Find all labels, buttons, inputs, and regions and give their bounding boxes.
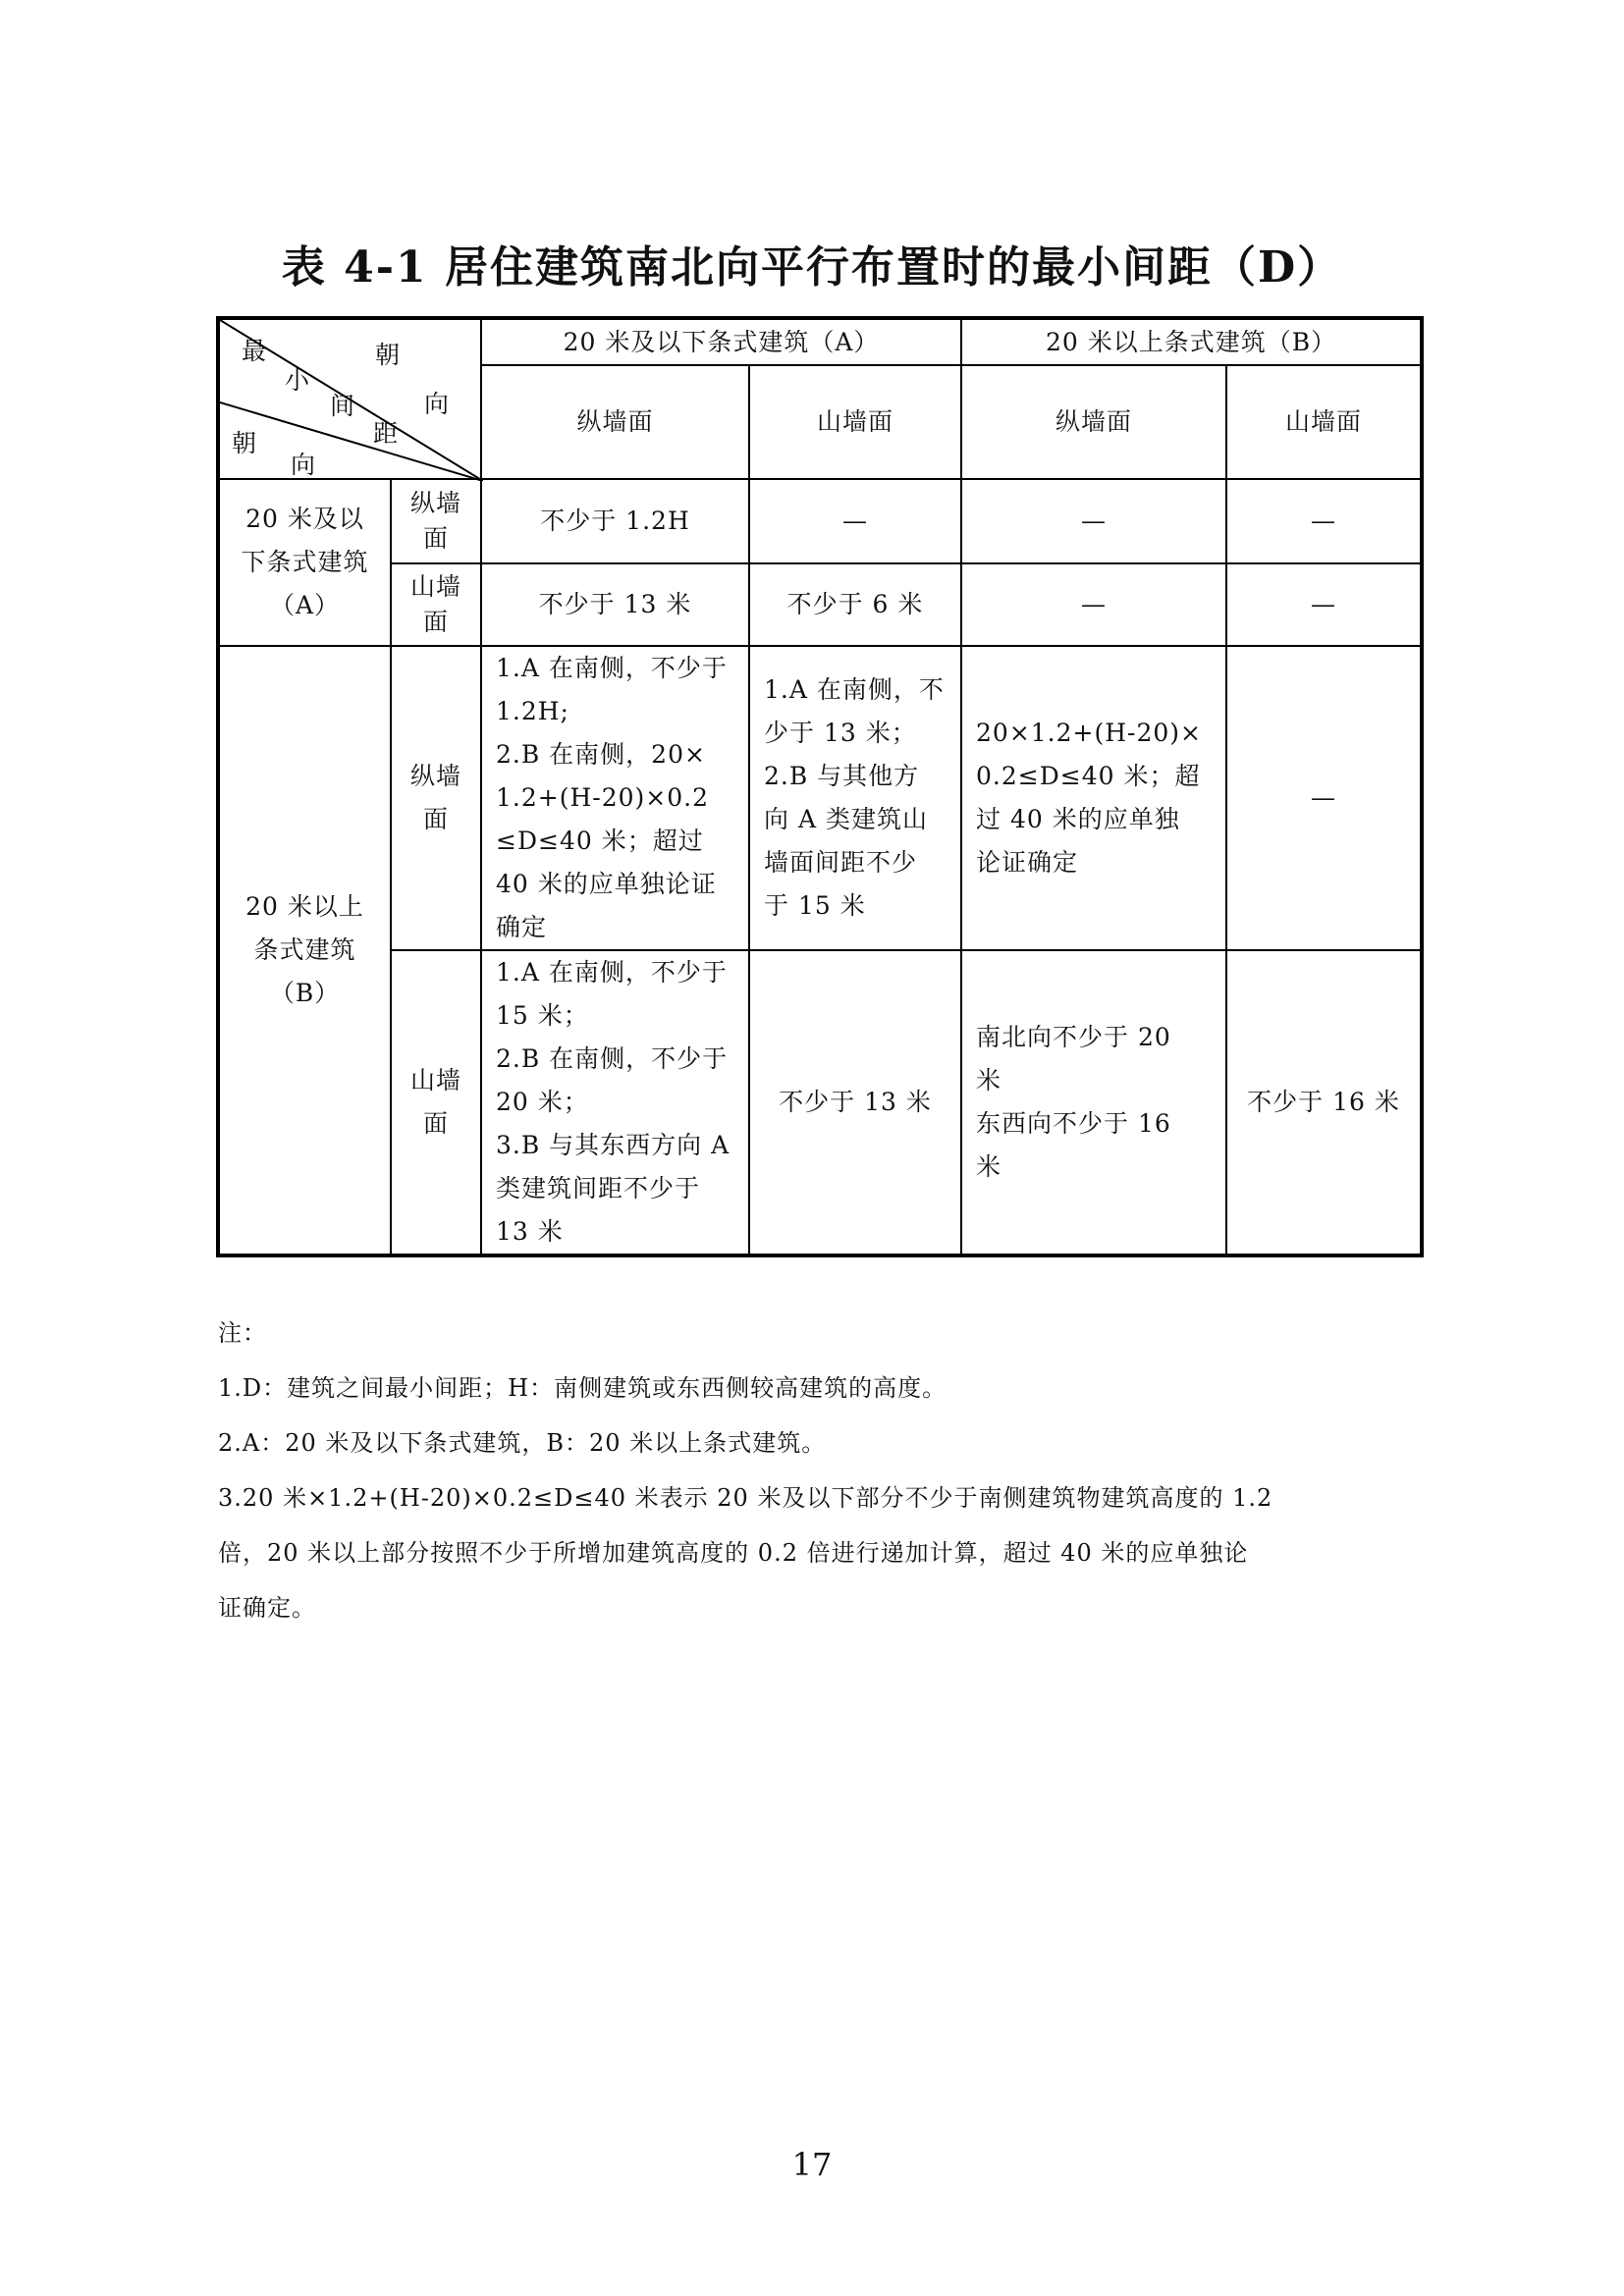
row-label-line: （A） (269, 591, 341, 619)
corner-char: 距 (373, 419, 400, 448)
spacing-table-container (216, 316, 1420, 1249)
row-group-a-label (218, 479, 391, 646)
cell-line: 论证确定 (976, 848, 1079, 877)
row-side-line: 面 (422, 1109, 449, 1138)
table-cell: 不少于 1.2H (481, 479, 749, 563)
note-line: 倍，20 米以上部分按照不少于所增加建筑高度的 0.2 倍进行递加计算，超过 40 米的应单独论 (218, 1539, 1249, 1567)
cell-line: 0.2≤D≤40 米；超 (976, 762, 1201, 790)
row-side-label (391, 950, 481, 1255)
cell-line: 13 米 (496, 1217, 564, 1246)
note-line: 1.D：建筑之间最小间距；H：南侧建筑或东西侧较高建筑的高度。 (218, 1374, 947, 1402)
table-cell: — (1226, 479, 1422, 563)
header-group-b: 20 米以上条式建筑（B） (961, 318, 1422, 365)
table-cell: — (1226, 563, 1422, 646)
row-side-line: 面 (422, 524, 449, 553)
header-group-a: 20 米及以下条式建筑（A） (481, 318, 961, 365)
table-cell (961, 646, 1226, 950)
table-cell (481, 646, 749, 950)
row-side-line: 山墙 (409, 1066, 461, 1095)
table-cell: — (961, 479, 1226, 563)
corner-header-cell (218, 318, 481, 479)
cell-line: 向 A 类建筑山 (764, 805, 928, 833)
row-label-line: 下条式建筑 (241, 548, 369, 576)
cell-line: 40 米的应单独论证 (496, 870, 717, 898)
cell-line: 于 15 米 (764, 891, 866, 920)
page-number: 17 (791, 2146, 833, 2183)
table-cell: 不少于 13 米 (481, 563, 749, 646)
corner-char: 最 (242, 337, 268, 365)
cell-line: 3.B 与其东西方向 A (496, 1131, 731, 1159)
table-cell: — (961, 563, 1226, 646)
note-line: 证确定。 (218, 1594, 316, 1622)
table-cell: — (749, 479, 961, 563)
table-cell: 不少于 6 米 (749, 563, 961, 646)
row-group-b-label (218, 646, 391, 1255)
cell-line: 1.A 在南侧，不少于 (496, 958, 728, 987)
cell-line: ≤D≤40 米；超过 (496, 827, 704, 855)
cell-line: 1.A 在南侧，不少于 (496, 654, 728, 682)
row-label-line: 20 米及以 (245, 505, 364, 533)
row-side-line: 面 (422, 608, 449, 636)
row-side-line: 山墙 (409, 572, 461, 601)
cell-line: 2.B 与其他方 (764, 762, 920, 790)
cell-line: 1.2+(H-20)×0.2 (496, 783, 709, 812)
cell-line: 过 40 米的应单独 (976, 805, 1180, 833)
cell-line: 2.B 在南侧，不少于 (496, 1044, 729, 1073)
table-cell (961, 950, 1226, 1255)
cell-line: 1.2H; (496, 697, 569, 725)
row-label-line: 20 米以上 (245, 892, 364, 921)
table-cell: 不少于 13 米 (749, 950, 961, 1255)
cell-line: 米 (976, 1152, 1002, 1181)
table-cell: 不少于 16 米 (1226, 950, 1422, 1255)
row-side-label (391, 479, 481, 563)
notes-section (218, 1306, 1416, 1635)
cell-line: 类建筑间距不少于 (496, 1174, 701, 1202)
row-label-line: （B） (269, 979, 341, 1007)
header-sub-cell: 纵墙面 (481, 365, 749, 479)
cell-line: 确定 (496, 913, 548, 941)
row-side-line: 纵墙 (409, 489, 461, 517)
table-cell (749, 646, 961, 950)
cell-line: 15 米； (496, 1001, 589, 1030)
row-side-label (391, 646, 481, 950)
cell-line: 2.B 在南侧，20× (496, 740, 706, 769)
cell-line: 墙面间距不少 (764, 848, 918, 877)
corner-char: 间 (330, 392, 356, 420)
row-side-line: 面 (422, 805, 449, 833)
corner-char: 朝 (375, 341, 402, 369)
cell-line: 20×1.2+(H-20)× (976, 719, 1202, 747)
note-line: 注： (218, 1319, 267, 1347)
cell-line: 米 (976, 1066, 1002, 1095)
cell-line: 东西向不少于 16 (976, 1109, 1171, 1138)
cell-line: 1.A 在南侧，不 (764, 675, 945, 704)
corner-char: 朝 (232, 429, 258, 457)
cell-line: 少于 13 米； (764, 719, 917, 747)
note-line: 2.A：20 米及以下条式建筑，B：20 米以上条式建筑。 (218, 1429, 827, 1457)
header-sub-cell: 山墙面 (749, 365, 961, 479)
corner-char: 小 (285, 366, 311, 395)
table-cell (481, 950, 749, 1255)
corner-char: 向 (424, 390, 451, 418)
note-line: 3.20 米×1.2+(H-20)×0.2≤D≤40 米表示 20 米及以下部分不少于南侧建筑物建筑高度的 1.2 (218, 1484, 1273, 1512)
row-label-line: 条式建筑 (253, 935, 356, 964)
spacing-table (216, 316, 1424, 1257)
row-side-label (391, 563, 481, 646)
row-side-line: 纵墙 (409, 762, 461, 790)
cell-line: 20 米； (496, 1088, 589, 1116)
corner-char: 向 (291, 451, 317, 479)
header-sub-cell: 纵墙面 (961, 365, 1226, 479)
table-title: 表 4-1 居住建筑南北向平行布置时的最小间距（D） (281, 242, 1343, 293)
cell-line: 南北向不少于 20 (976, 1023, 1171, 1051)
header-sub-cell: 山墙面 (1226, 365, 1422, 479)
table-cell: — (1226, 646, 1422, 950)
